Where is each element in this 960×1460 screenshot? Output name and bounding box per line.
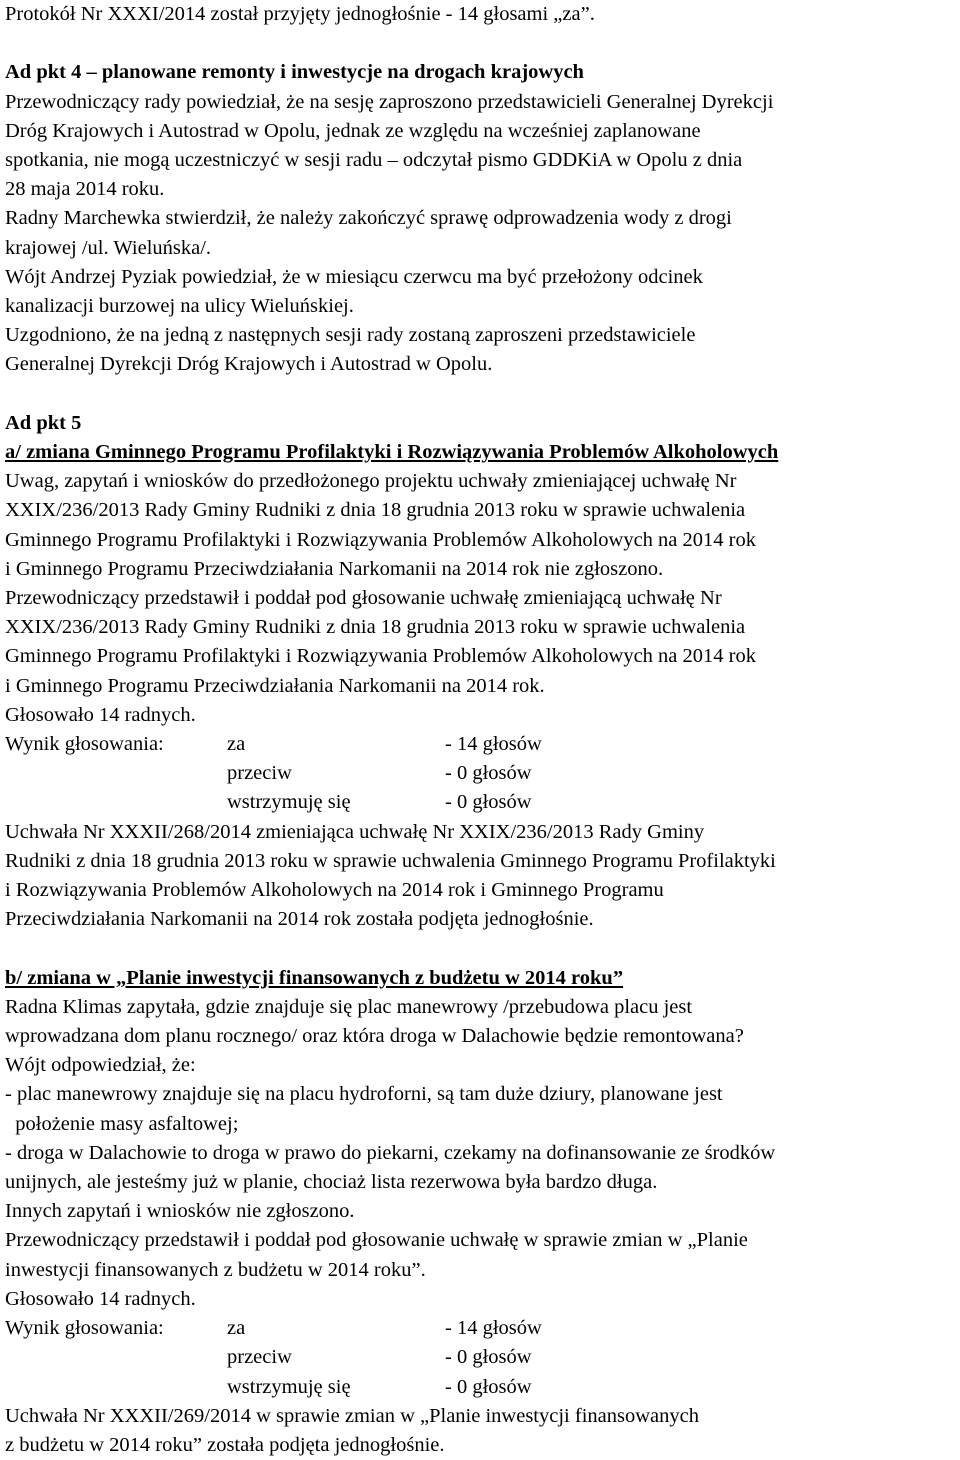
text-line: Radna Klimas zapytała, gdzie znajduje się plac manewrowy /przebudowa placu jest (5, 995, 693, 1018)
vote-row (5, 759, 957, 788)
pkt5a-vote-table (5, 730, 957, 818)
text-line: Gminnego Programu Profilaktyki i Rozwiązywania Problemów Alkoholowych na 2014 rok (5, 645, 756, 668)
vote-label: Wynik głosowania: (5, 1317, 164, 1340)
text-line: unijnych, ale jesteśmy już w planie, chociaż lista rezerwowa była bardzo długa. (5, 1171, 658, 1194)
text-line: i Gminnego Programu Przeciwdziałania Narkomanii na 2014 rok nie zgłoszono. (5, 557, 664, 580)
pkt5a-result (5, 818, 957, 935)
vote-option: wstrzymuję się (227, 1375, 351, 1398)
text-line: - plac manewrowy znajduje się na placu hydroforni, są tam duże dziury, planowane jest (5, 1083, 723, 1106)
text-line: krajowej /ul. Wieluńska/. (5, 236, 212, 259)
text-line: Głosowało 14 radnych. (5, 1287, 196, 1310)
text-line: Generalnej Dyrekcji Dróg Krajowych i Autostrad w Opolu. (5, 353, 493, 376)
vote-row (5, 788, 957, 817)
vote-count: - 0 głosów (445, 1375, 532, 1398)
text-line: Uwag, zapytań i wniosków do przedłożonego projektu uchwały zmieniającej uchwałę Nr (5, 470, 737, 493)
text-line: wprowadzana dom planu rocznego/ oraz która droga w Dalachowie będzie remontowana? (5, 1025, 744, 1048)
text-line: Przewodniczący rady powiedział, że na sesję zaproszono przedstawicieli Generalnej Dyrekcji (5, 90, 774, 113)
vote-label: Wynik głosowania: (5, 733, 164, 756)
pkt5b-result (5, 1402, 957, 1460)
vote-row (5, 1343, 957, 1372)
vote-row (5, 1373, 957, 1402)
text-line: Rudniki z dnia 18 grudnia 2013 roku w sprawie uchwalenia Gminnego Programu Profilaktyki (5, 849, 776, 872)
text-line: Uzgodniono, że na jedną z następnych sesji rady zostaną zaproszeni przedstawiciele (5, 324, 696, 347)
vote-option: za (227, 733, 246, 756)
text-line: Wójt odpowiedział, że: (5, 1054, 196, 1077)
text-line: i Rozwiązywania Problemów Alkoholowych na 2014 rok i Gminnego Programu (5, 879, 664, 902)
vote-option: przeciw (227, 1346, 292, 1369)
pkt5a-body (5, 467, 957, 730)
text-line: Przeciwdziałania Narkomanii na 2014 rok została podjęta jednogłośnie. (5, 908, 594, 931)
text-line: i Gminnego Programu Przeciwdziałania Narkomanii na 2014 rok. (5, 674, 545, 697)
pkt5b-subheading: b/ zmiana w „Planie inwestycji finansowanych z budżetu w 2014 roku” (5, 966, 624, 989)
spacer (5, 29, 957, 58)
vote-option: wstrzymuję się (227, 791, 351, 814)
text-line: Głosowało 14 radnych. (5, 703, 196, 726)
text-line: Przewodniczący przedstawił i poddał pod głosowanie uchwałę w sprawie zmian w „Planie (5, 1229, 748, 1252)
pkt4-body (5, 88, 957, 380)
text-line: XXIX/236/2013 Rady Gminy Rudniki z dnia 18 grudnia 2013 roku w sprawie uchwalenia (5, 616, 746, 639)
protocol-line: Protokół Nr XXXI/2014 został przyjęty jednogłośnie - 14 głosami „za”. (5, 3, 595, 25)
text-line: Innych zapytań i wniosków nie zgłoszono. (5, 1200, 355, 1223)
text-line: Uchwała Nr XXXII/268/2014 zmieniająca uchwałę Nr XXIX/236/2013 Rady Gminy (5, 820, 705, 843)
text-line: Uchwała Nr XXXII/269/2014 w sprawie zmian w „Planie inwestycji finansowanych (5, 1404, 699, 1427)
spacer (5, 934, 957, 963)
vote-count: - 0 głosów (445, 762, 532, 785)
text-line: 28 maja 2014 roku. (5, 178, 165, 201)
vote-count: - 0 głosów (445, 791, 532, 814)
text-line: z budżetu w 2014 roku” została podjęta jednogłośnie. (5, 1433, 445, 1456)
text-line: położenie masy asfaltowej; (5, 1112, 239, 1135)
text-line: Dróg Krajowych i Autostrad w Opolu, jednak ze względu na wcześniej zaplanowane (5, 119, 701, 142)
text-line: kanalizacji burzowej na ulicy Wieluńskiej. (5, 295, 354, 318)
text-line: inwestycji finansowanych z budżetu w 2014 roku”. (5, 1258, 426, 1281)
vote-option: za (227, 1317, 246, 1340)
text-line: Wójt Andrzej Pyziak powiedział, że w miesiącu czerwcu ma być przełożony odcinek (5, 265, 703, 288)
vote-row (5, 730, 957, 759)
text-line: Przewodniczący przedstawił i poddał pod głosowanie uchwałę zmieniającą uchwałę Nr (5, 587, 722, 610)
text-line: Gminnego Programu Profilaktyki i Rozwiązywania Problemów Alkoholowych na 2014 rok (5, 528, 756, 551)
vote-count: - 14 głosów (445, 733, 542, 756)
vote-row (5, 1314, 957, 1343)
text-line: - droga w Dalachowie to droga w prawo do piekarni, czekamy na dofinansowanie ze środków (5, 1141, 776, 1164)
pkt5b-vote-table (5, 1314, 957, 1402)
spacer (5, 380, 957, 409)
vote-count: - 0 głosów (445, 1346, 532, 1369)
document-page (5, 0, 957, 1460)
pkt5a-subheading: a/ zmiana Gminnego Programu Profilaktyki i Rozwiązywania Problemów Alkoholowych (5, 441, 779, 464)
text-line: spotkania, nie mogą uczestniczyć w sesji radu – odczytał pismo GDDKiA w Opolu z dnia (5, 149, 743, 171)
vote-option: przeciw (227, 762, 292, 785)
pkt5b-body (5, 993, 957, 1314)
vote-count: - 14 głosów (445, 1317, 542, 1340)
pkt4-heading: Ad pkt 4 – planowane remonty i inwestycje na drogach krajowych (5, 61, 584, 84)
text-line: XXIX/236/2013 Rady Gminy Rudniki z dnia 18 grudnia 2013 roku w sprawie uchwalenia (5, 499, 746, 522)
text-line: Radny Marchewka stwierdził, że należy zakończyć sprawę odprowadzenia wody z drogi (5, 207, 732, 230)
pkt5-heading: Ad pkt 5 (5, 411, 82, 434)
